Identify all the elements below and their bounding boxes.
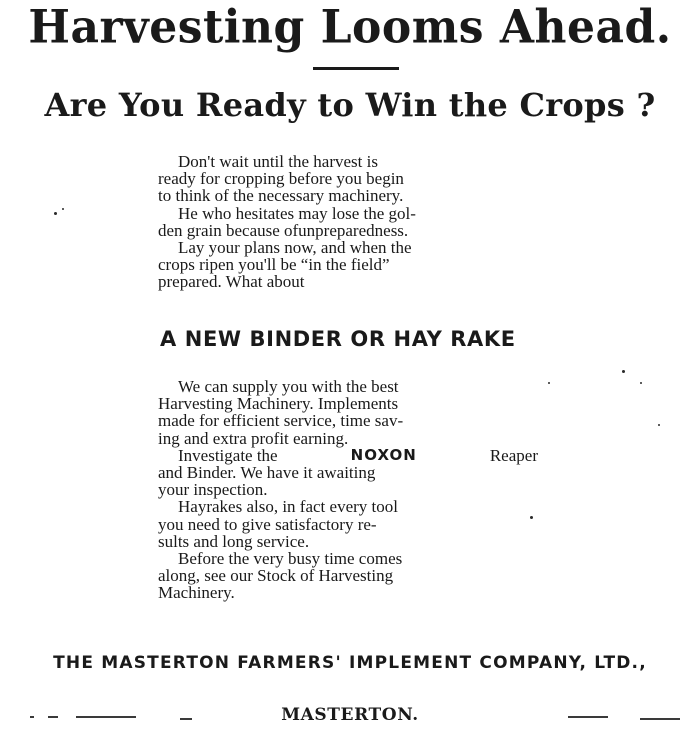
print-smudge xyxy=(30,716,34,718)
divider-rule xyxy=(313,67,399,70)
body-line: you need to give satisfactory re- xyxy=(158,514,377,534)
intro-line: crops ripen you'll be “in the field” xyxy=(158,255,390,275)
print-speck xyxy=(640,382,642,384)
body-line: Hayrakes also, in fact every tool xyxy=(178,497,398,517)
print-speck xyxy=(530,516,533,519)
subheadline: Are You Ready to Win the Crops ? xyxy=(44,86,656,124)
print-smudge xyxy=(48,716,58,718)
company-name: THE MASTERTON FARMERS' IMPLEMENT COMPANY, LTD., xyxy=(53,653,647,673)
feature-heading: A NEW BINDER OR HAY RAKE xyxy=(160,327,516,351)
body-line: your inspection. xyxy=(158,480,268,500)
body-line: ing and extra profit earning. xyxy=(158,428,349,448)
headline: Harvesting Looms Ahead. xyxy=(28,0,672,55)
print-speck xyxy=(62,208,64,210)
print-smudge xyxy=(568,716,608,718)
body-line: sults and long service. xyxy=(158,531,310,551)
print-speck xyxy=(54,212,57,215)
intro-line: prepared. What about xyxy=(158,272,305,292)
intro-line: He who hesitates may lose the gol- xyxy=(178,203,416,223)
body-paragraph xyxy=(158,378,538,602)
body-line-text: Investigate the xyxy=(178,445,278,465)
intro-paragraph xyxy=(158,153,538,291)
print-speck xyxy=(548,382,550,384)
intro-line: to think of the necessary machinery. xyxy=(158,186,404,206)
intro-line: ready for cropping before you begin xyxy=(158,169,404,189)
print-smudge xyxy=(180,718,192,720)
body-line: and Binder. We have it awaiting xyxy=(158,463,376,483)
body-line: Harvesting Machinery. Implements xyxy=(158,394,399,414)
brand-name: NOXON xyxy=(350,445,417,464)
print-speck xyxy=(622,370,625,373)
print-smudge xyxy=(640,718,680,720)
body-line: along, see our Stock of Harvesting xyxy=(158,566,394,586)
intro-line: den grain because ofunpreparedness. xyxy=(158,220,409,240)
body-line: made for efficient service, time sav- xyxy=(158,411,404,431)
body-line-text: Reaper xyxy=(489,445,538,465)
town-name: MASTERTON. xyxy=(281,705,419,725)
intro-line: Don't wait until the harvest is xyxy=(178,152,378,171)
print-smudge xyxy=(76,716,136,718)
body-line: We can supply you with the best xyxy=(178,377,399,396)
body-line: Machinery. xyxy=(158,583,235,603)
intro-line: Lay your plans now, and when the xyxy=(178,238,412,258)
body-line: Before the very busy time comes xyxy=(178,549,403,569)
print-speck xyxy=(658,424,660,426)
body-line-noxon xyxy=(158,447,538,464)
